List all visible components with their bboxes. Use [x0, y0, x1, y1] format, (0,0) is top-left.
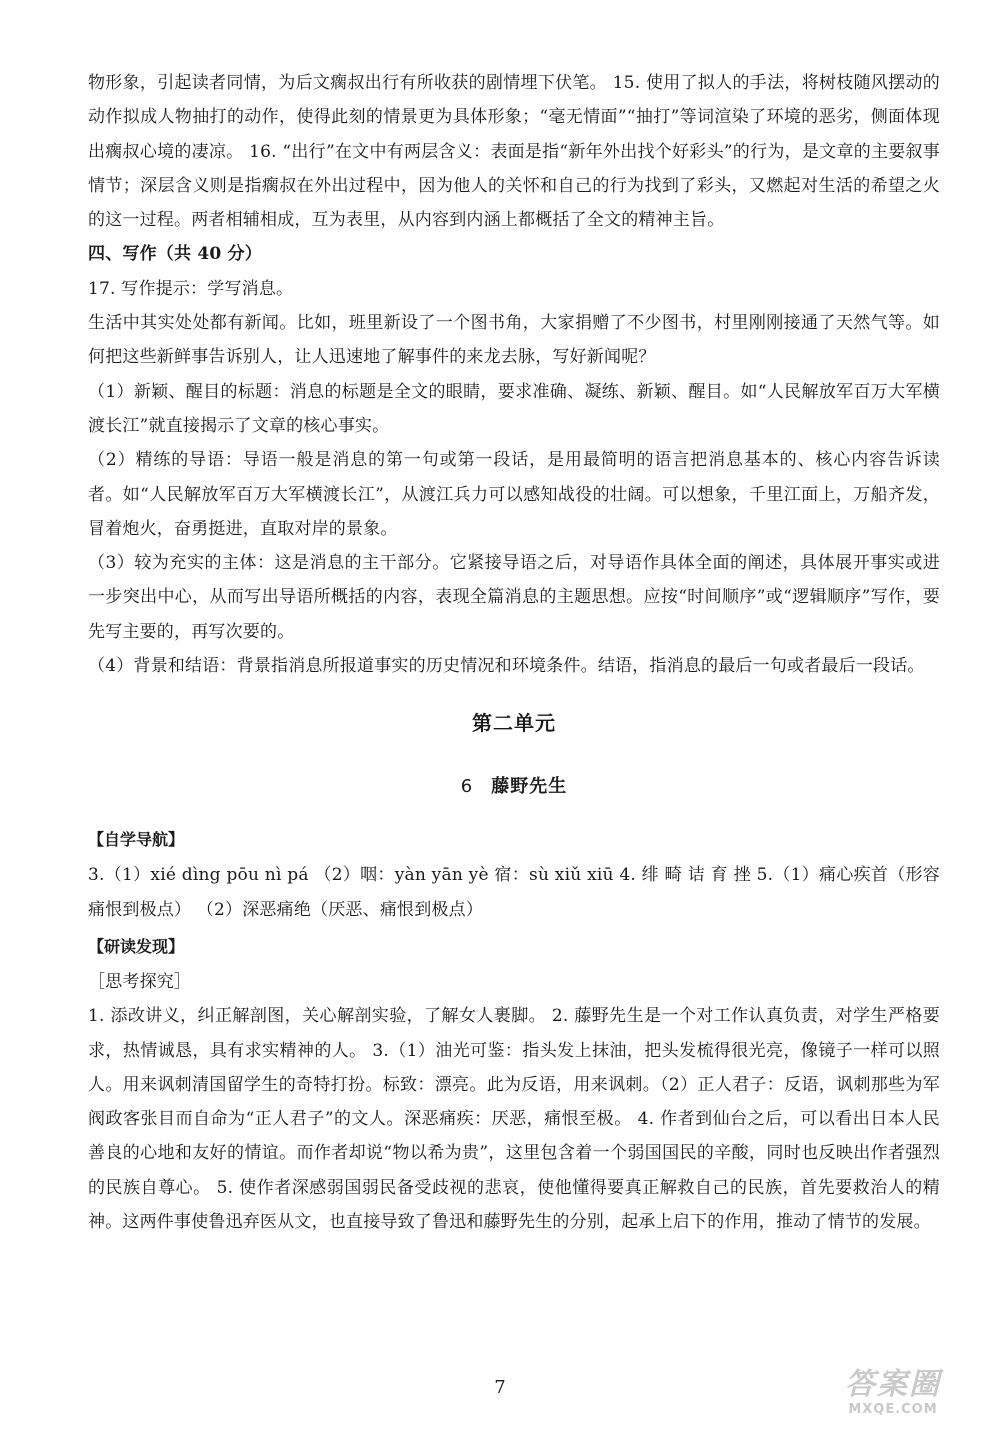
- writing-intro-paragraph: 生活中其实处处都有新闻。比如，班里新设了一个图书角，大家捐赠了不少图书，村里刚刚接通了天然气等。如何把这些新鲜事告诉别人，让人迅速地了解事件的来龙去脉，写好新闻呢？: [88, 313, 940, 368]
- section-heading-writing: 四、写作（共 40 分）: [88, 244, 262, 265]
- writing-tip-2: （2）精练的导语：导语一般是消息的第一句或第一段话，是用最简明的语言把消息基本的、核心内容告诉读者。如“人民解放军百万大军横渡长江”，从渡江兵力可以感知战役的壮阔。可以想象，千里江面上，万船齐发，冒着炮火，奋勇挺进，直取对岸的景象。: [88, 450, 940, 539]
- unit-title: 第二单元: [472, 711, 556, 736]
- section-heading-research: 【研读发现】: [88, 936, 185, 956]
- lesson-title: [88, 772, 940, 798]
- lesson-name: 藤野先生: [491, 776, 568, 798]
- answer-page: [88, 66, 940, 1239]
- watermark-url: MXQE.COM: [848, 1402, 938, 1417]
- section-heading-self-study: 【自学导航】: [88, 830, 185, 850]
- answer-paragraph-14-16: 物形象，引起读者同情，为后文瘸叔出行有所收获的剧情埋下伏笔。 15. 使用了拟人的手法，将树枝随风摆动的动作拟成人物抽打的动作，使得此刻的情景更为具体形象；“毫无情面”“抽打”等词渲染了环境的恶劣，侧面体现出瘸叔心境的凄凉。 16. “出行”在文中有两层含义：表面是指“新年外出找个好彩头”的行为，是文章的主要叙事情节；深层含义则是指瘸叔在外出过程中，因为他人的关怀和自己的行为找到了彩头，又燃起对生活的希望之火的这一过程。两者相辅相成，互为表里，从内容到内涵上都概括了全文的精神主旨。: [88, 73, 940, 231]
- watermark-logo-text: 答案圈: [845, 1367, 941, 1402]
- research-subheading: ［思考探究］: [88, 971, 192, 992]
- page-number: 7: [494, 1377, 506, 1398]
- writing-tip-4: （4）背景和结语：背景指消息所报道事实的历史情况和环境条件。结语，指消息的最后一句或者最后一段话。: [88, 656, 925, 677]
- lesson-number: 6: [460, 776, 474, 798]
- writing-tip-1: （1）新颖、醒目的标题：消息的标题是全文的眼睛，要求准确、凝练、新颖、醒目。如“人民解放军百万大军横渡长江”就直接揭示了文章的核心事实。: [88, 381, 940, 436]
- writing-prompt: 17. 写作提示：学写消息。: [88, 278, 294, 299]
- research-answers: 1. 添改讲义，纠正解剖图，关心解剖实验，了解女人裹脚。 2. 藤野先生是一个对工作认真负责，对学生严格要求，热情诚恳，具有求实精神的人。 3.（1）油光可鉴：指头发上抹油，把头发梳得很光亮，像镜子一样可以照人。用来讽刺清国留学生的奇特打扮。标致：漂亮。此为反语，用来讽刺。（2）正人君子：反语，讽刺那些为军阀政客张目而自命为“正人君子”的文人。深恶痛疾：厌恶，痛恨至极。 4. 作者到仙台之后，可以看出日本人民善良的心地和友好的情谊。而作者却说“物以希为贵”，这里包含着一个弱国国民的辛酸，同时也反映出作者强烈的民族自尊心。 5. 使作者深感弱国弱民备受歧视的悲哀，使他懂得要真正解救自己的民族，首先要救治人的精神。这两件事使鲁迅弃医从文，也直接导致了鲁迅和藤野先生的分别，起承上启下的作用，推动了情节的发展。: [88, 1006, 940, 1233]
- self-study-answers: 3.（1）xié dìng pōu nì pá （2）咽：yàn yān yè 宿：sù xiǔ xiū 4. 绯 畸 诘 育 挫 5.（1）痛心疾首（形容痛恨到极点） （2）深恶痛绝（厌恶、痛恨到极点）: [88, 865, 940, 920]
- site-watermark: [808, 1368, 978, 1424]
- writing-tip-3: （3）较为充实的主体：这是消息的主干部分。它紧接导语之后，对导语作具体全面的阐述，具体展开事实或进一步突出中心，从而写出导语所概括的内容，表现全篇消息的主题思想。应按“时间顺序”或“逻辑顺序”写作，要先写主要的，再写次要的。: [88, 553, 940, 642]
